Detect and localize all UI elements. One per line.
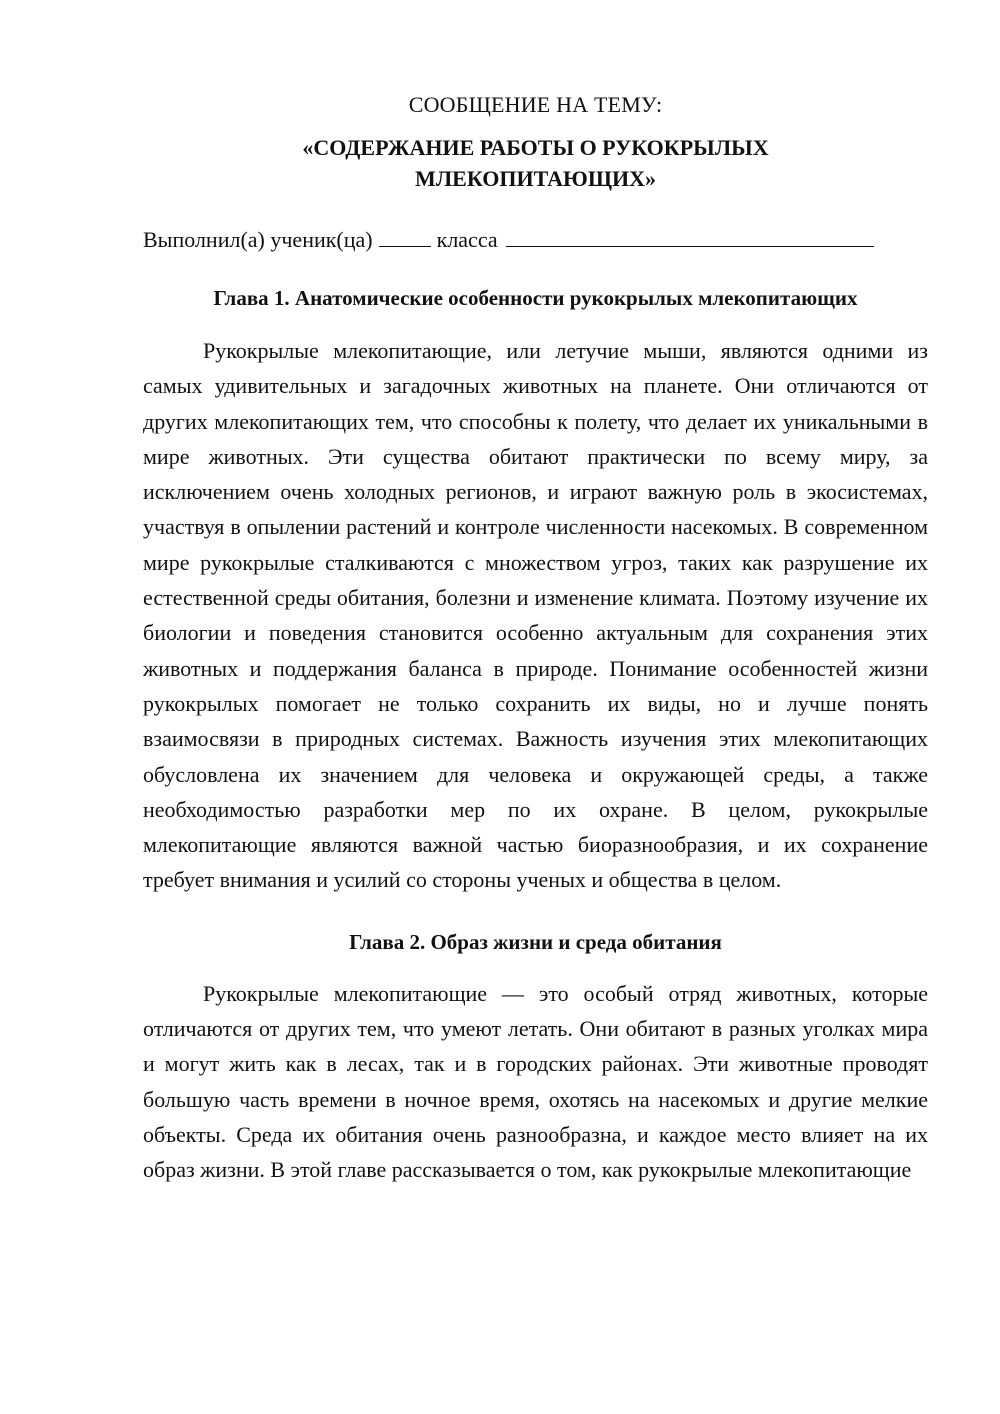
document-page <box>143 88 928 1188</box>
class-number-blank <box>379 226 431 247</box>
chapter-2-paragraph: Рукокрылые млекопитающие — это особый отряд животных, которые отличаются от других тем, что умеют летать. Они обитают в разных уголках мира и могут жить как в лесах, так и в городских районах. Эти животные проводят большую часть времени в ночное время, охотясь на насекомых и другие мелкие объекты. Среда их обитания очень разнообразна, и каждое место влияет на их образ жизни. В этой главе рассказывается о том, как рукокрылые млекопитающие <box>143 980 928 1183</box>
author-prefix: Выполнил(а) ученик(ца) <box>143 227 373 252</box>
chapter-2-title: Глава 2. Образ жизни и среда обитания <box>349 929 722 954</box>
topic-label: СООБЩЕНИЕ НА ТЕМУ: <box>408 92 663 117</box>
document-title-line-2: МЛЕКОПИТАЮЩИХ» <box>415 166 656 191</box>
document-title <box>143 132 928 194</box>
chapter-1-paragraph: Рукокрылые млекопитающие, или летучие мыши, являются одними из самых удивительных и загадочных животных на планете. Они отличаются от других млекопитающих тем, что способны к полету, что делает их уникальными в мире животных. Эти существа обитают практически по всему миру, за исключением очень холодных регионов, и играют важную роль в экосистемах, участвуя в опылении растений и контроле численности насекомых. В современном мире рукокрылые сталкиваются с множеством угроз, таких как разрушение их естественной среды обитания, болезни и изменение климата. Поэтому изучение их биологии и поведения становится особенно актуальным для сохранения этих животных и поддержания баланса в природе. Понимание особенностей жизни рукокрылых помогает не только сохранить их виды, но и лучше понять взаимосвязи в природных системах. Важность изучения этих млекопитающих обусловлена их значением для человека и окружающей среды, а также необходимостью разработки мер по их охране. В целом, рукокрылые млекопитающие являются важной частью биоразнообразия, и их сохранение требует внимания и усилий со стороны ученых и общества в целом. <box>143 338 928 893</box>
student-name-blank <box>506 226 874 247</box>
class-word: класса <box>436 227 498 252</box>
chapter-1-title: Глава 1. Анатомические особенности рукокрылых млекопитающих <box>213 286 858 310</box>
author-line <box>143 224 928 256</box>
document-title-line-1: «СОДЕРЖАНИЕ РАБОТЫ О РУКОКРЫЛЫХ <box>302 135 769 160</box>
